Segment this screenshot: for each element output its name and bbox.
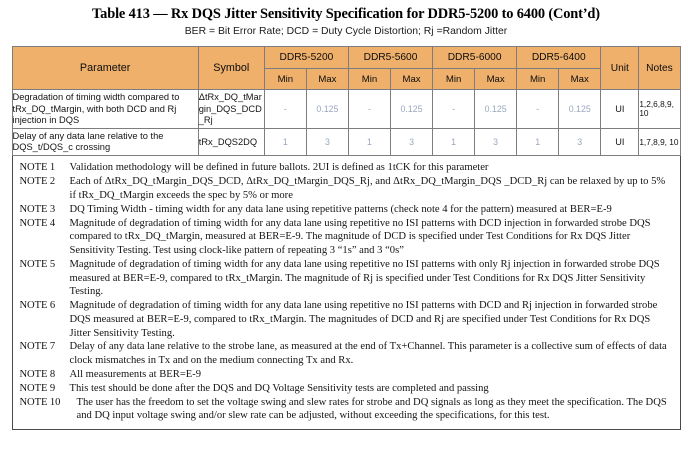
column-header-speed-ddr5-6000: DDR5-6000	[433, 47, 517, 69]
note-item	[20, 258, 674, 299]
note-label: NOTE 4	[19, 217, 56, 229]
note-item	[20, 161, 674, 175]
table-body	[12, 90, 680, 156]
cell-min-5200: -	[264, 90, 306, 129]
column-header-parameter: Parameter	[12, 47, 198, 90]
cell-min-6000: 1	[433, 129, 475, 156]
note-item	[20, 175, 674, 203]
cell-symbol: ΔtRx_DQ_tMargin_DQS_DCD_Rj	[198, 90, 264, 129]
note-text: This test should be done after the DQS and DQ Voltage Sensitivity tests are completed and passing	[69, 382, 489, 394]
spec-table	[12, 46, 681, 156]
note-text: Magnitude of degradation of timing width for any data lane using repetitive no ISI patterns with DCD injection in forwarded strobe DQS compared to tRx_DQ_tMargin, measured at BER=E-9. The magnitude of DCD is specified under Test Conditions for Rx DQS Jitter Sensitivity Testing. Test using clock-like pattern of repeating 3 “1s” and 3 “0s”	[69, 217, 651, 257]
note-label: NOTE 8	[19, 368, 56, 380]
cell-min-5200: 1	[264, 129, 306, 156]
column-header-min-6400: Min	[517, 69, 559, 90]
table-notes-section	[12, 156, 681, 430]
cell-parameter: Delay of any data lane relative to the DQS_t/DQS_c crossing	[12, 129, 198, 156]
cell-max-6000: 3	[475, 129, 517, 156]
note-label: NOTE 2	[19, 176, 56, 188]
note-text: Magnitude of degradation of timing width for any data lane using repetitive no ISI patterns with DCD and Rj injection in forwarded strobe DQS measured at BER=E-9, compared to tRx_tMargin. The magnitudes of DCD and Rj are specified under Test Conditions for Rx DQS Jitter Sensitivity Testing.	[69, 300, 658, 339]
note-label: NOTE 1	[19, 162, 56, 174]
cell-max-5600: 3	[390, 129, 432, 156]
cell-notes: 1,7,8,9, 10	[639, 129, 680, 156]
cell-symbol: tRx_DQS2DQ	[198, 129, 264, 156]
table-subtitle: BER = Bit Error Rate; DCD = Duty Cycle Distortion; Rj =Random Jitter	[184, 26, 508, 37]
column-header-min-6000: Min	[433, 69, 475, 90]
note-item	[20, 203, 674, 217]
note-item	[20, 396, 674, 424]
cell-max-5600: 0.125	[390, 90, 432, 129]
note-text: Validation methodology will be defined in future ballots. 2UI is defined as 1tCK for this parameter	[69, 162, 489, 174]
column-header-unit: Unit	[601, 47, 639, 90]
cell-max-6400: 0.125	[559, 90, 601, 129]
note-item	[20, 382, 674, 396]
table-row	[12, 129, 680, 156]
note-label: NOTE 3	[19, 203, 56, 215]
note-label: NOTE 7	[19, 341, 56, 353]
cell-unit: UI	[601, 90, 639, 129]
cell-unit: UI	[601, 129, 639, 156]
column-header-speed-ddr5-5200: DDR5-5200	[264, 47, 348, 69]
cell-min-6000: -	[433, 90, 475, 129]
cell-min-5600: -	[348, 90, 390, 129]
cell-min-5600: 1	[348, 129, 390, 156]
page-title: Table 413 — Rx DQS Jitter Sensitivity Specification for DDR5-5200 to 6400 (Cont’d)	[92, 6, 600, 22]
note-item	[20, 368, 674, 382]
cell-parameter: Degradation of timing width compared to tRx_DQ_tMargin, with both DCD and Rj injection in DQS	[12, 90, 198, 129]
cell-max-6400: 3	[559, 129, 601, 156]
note-label: NOTE 5	[19, 258, 56, 270]
column-header-max-5200: Max	[306, 69, 348, 90]
cell-notes: 1,2,6,8,9, 10	[639, 90, 680, 129]
note-text: Each of ΔtRx_DQ_tMargin_DQS_DCD, ΔtRx_DQ_tMargin_DQS_Rj, and ΔtRx_DQ_tMargin_DQS _DCD_Rj can be relaxed by up to 5% if tRx_DQ_tMargin exceeds the spec by 5% or more	[69, 176, 666, 202]
note-text: All measurements at BER=E-9	[69, 368, 202, 380]
table-row	[12, 90, 680, 129]
column-header-speed-ddr5-6400: DDR5-6400	[517, 47, 601, 69]
column-header-min-5600: Min	[348, 69, 390, 90]
note-text: DQ Timing Width - timing width for any data lane using repetitive patterns (check note 4 for the pattern) measured at BER=E-9	[69, 203, 612, 215]
table-header-row-1	[12, 47, 680, 69]
table-header	[12, 47, 680, 90]
column-header-min-5200: Min	[264, 69, 306, 90]
note-item	[20, 340, 674, 368]
cell-max-5200: 3	[306, 129, 348, 156]
note-text: Magnitude of degradation of timing width for any data lane using repetitive no ISI patterns with only Rj injection in forwarded strobe DQS measured at BER=E-9, compared to tRx_tMargin. The magnitude of Rj is specified under Test Conditions for Rx DQS Jitter Sensitivity Testing.	[69, 258, 660, 298]
note-label: NOTE 9	[19, 382, 56, 394]
note-item	[20, 217, 674, 258]
column-header-speed-ddr5-5600: DDR5-5600	[348, 47, 432, 69]
column-header-max-6000: Max	[475, 69, 517, 90]
title-block	[0, 0, 692, 38]
note-text: Delay of any data lane relative to the strobe lane, as measured at the end of Tx+Channel. This parameter is a collective sum of effects of data clock mismatches in Tx and on the medium connecting Tx and Rx.	[69, 341, 667, 367]
column-header-symbol: Symbol	[198, 47, 264, 90]
column-header-max-6400: Max	[559, 69, 601, 90]
note-item	[20, 299, 674, 340]
cell-min-6400: -	[517, 90, 559, 129]
column-header-max-5600: Max	[390, 69, 432, 90]
column-header-notes: Notes	[639, 47, 680, 90]
note-label: NOTE 10	[19, 396, 61, 408]
cell-max-6000: 0.125	[475, 90, 517, 129]
note-label: NOTE 6	[19, 300, 56, 312]
cell-min-6400: 1	[517, 129, 559, 156]
cell-max-5200: 0.125	[306, 90, 348, 129]
note-text: The user has the freedom to set the voltage swing and slew rates for strobe and DQ signals as long as they meet the specification. The DQS and DQ input voltage swing and/or slew rate can be adjusted, without exceeding the specifications, for this test.	[76, 396, 667, 422]
